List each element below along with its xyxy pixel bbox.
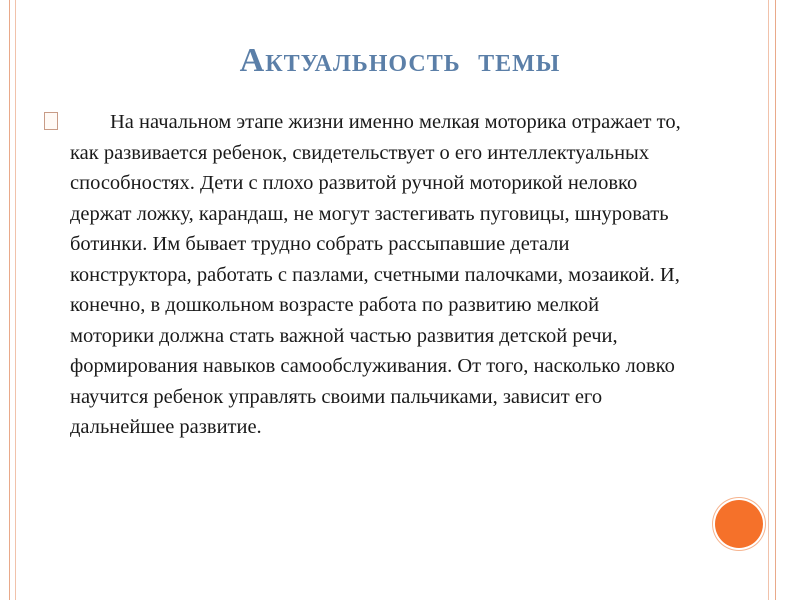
decorative-circle-icon (715, 500, 763, 548)
bullet-icon (44, 112, 58, 130)
slide-title: Актуальность темы (239, 42, 561, 79)
left-border-line-inner (15, 0, 16, 600)
right-border-line-inner (768, 0, 769, 600)
slide-body-text: На начальном этапе жизни именно мелкая моторика отражает то, как развивается ребенок, свидетельствует о его интеллектуальных способностях. Дети с плохо развитой ручной моторикой неловко держат ложку, карандаш, не могут застегивать пуговицы, шнуровать ботинки. Им бывает трудно собрать рассыпавшие детали конструктора, работать с пазлами, счетными палочками, мозаикой. И, конечно, в дошкольном возрасте работа по развитию мелкой моторики должна стать важной частью развития детской речи, формирования навыков самообслуживания. От того, насколько ловко научится ребенок управлять своими пальчиками, зависит его дальнейшее развитие. (70, 111, 681, 438)
left-border-line-outer (9, 0, 10, 600)
right-border-line-outer (775, 0, 776, 600)
